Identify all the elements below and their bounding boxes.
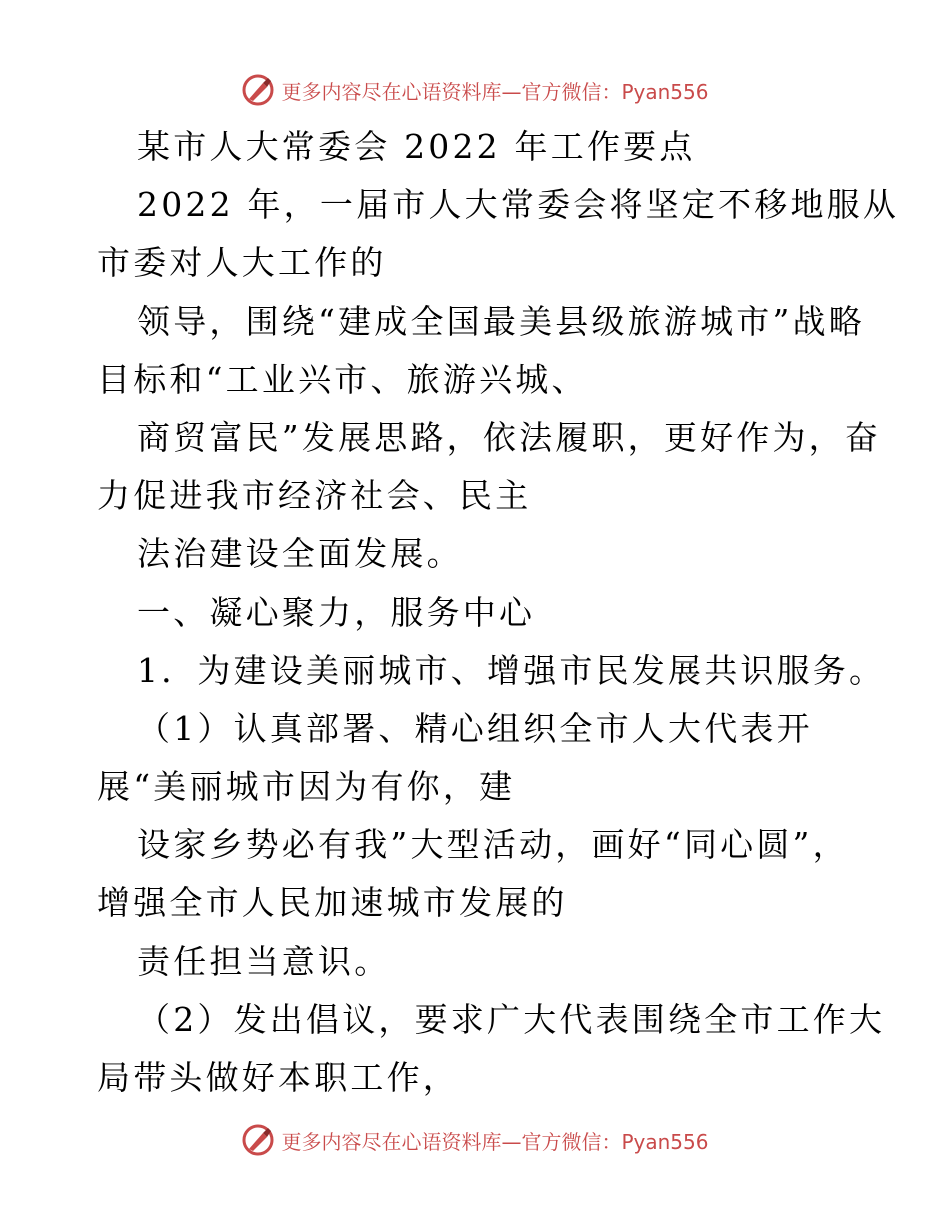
paragraph-line: 2022 年，一届市人大常委会将坚定不移地服从 [137, 185, 900, 225]
paragraph-line: 法治建设全面发展。 [137, 534, 463, 574]
paragraph-line: 设家乡势必有我”大型活动，画好“同心圆”， [137, 825, 849, 865]
paragraph-line: 增强全市人民加速城市发展的 [97, 883, 568, 923]
paragraph-line: 领导，围绕“建成全国最美县级旅游城市”战略 [137, 301, 865, 341]
document-body [97, 118, 900, 1107]
paragraph-line: 责任担当意识。 [137, 941, 391, 981]
watermark-banner-top [0, 70, 950, 110]
paragraph-line: 商贸富民”发展思路，依法履职，更好作为，奋 [137, 417, 882, 457]
section-heading: 一、凝心聚力，服务中心 [137, 592, 536, 632]
subsection-heading: 1．为建设美丽城市、增强市民发展共识服务。 [137, 650, 886, 690]
paragraph-line: （2）发出倡议，要求广大代表围绕全市工作大 [137, 999, 886, 1039]
paragraph-line: 市委对人大工作的 [97, 243, 387, 283]
paragraph-line: 展“美丽城市因为有你，建 [97, 767, 516, 807]
paragraph-line: 局带头做好本职工作， [97, 1058, 459, 1097]
watermark-banner-bottom [0, 1120, 950, 1160]
paragraph-line: 目标和“工业兴市、旅游兴城、 [97, 359, 588, 399]
watermark-text: 更多内容尽在心语资料库—官方微信：Pyan556 [281, 1129, 709, 1154]
pen-logo-icon [241, 73, 275, 107]
paragraph-line: 力促进我市经济社会、民主 [97, 476, 532, 516]
pen-logo-icon [241, 1123, 275, 1157]
doc-title: 某市人大常委会 2022 年工作要点 [137, 127, 696, 166]
paragraph-line: （1）认真部署、精心组织全市人大代表开 [137, 708, 813, 748]
watermark-text: 更多内容尽在心语资料库—官方微信：Pyan556 [281, 79, 709, 104]
